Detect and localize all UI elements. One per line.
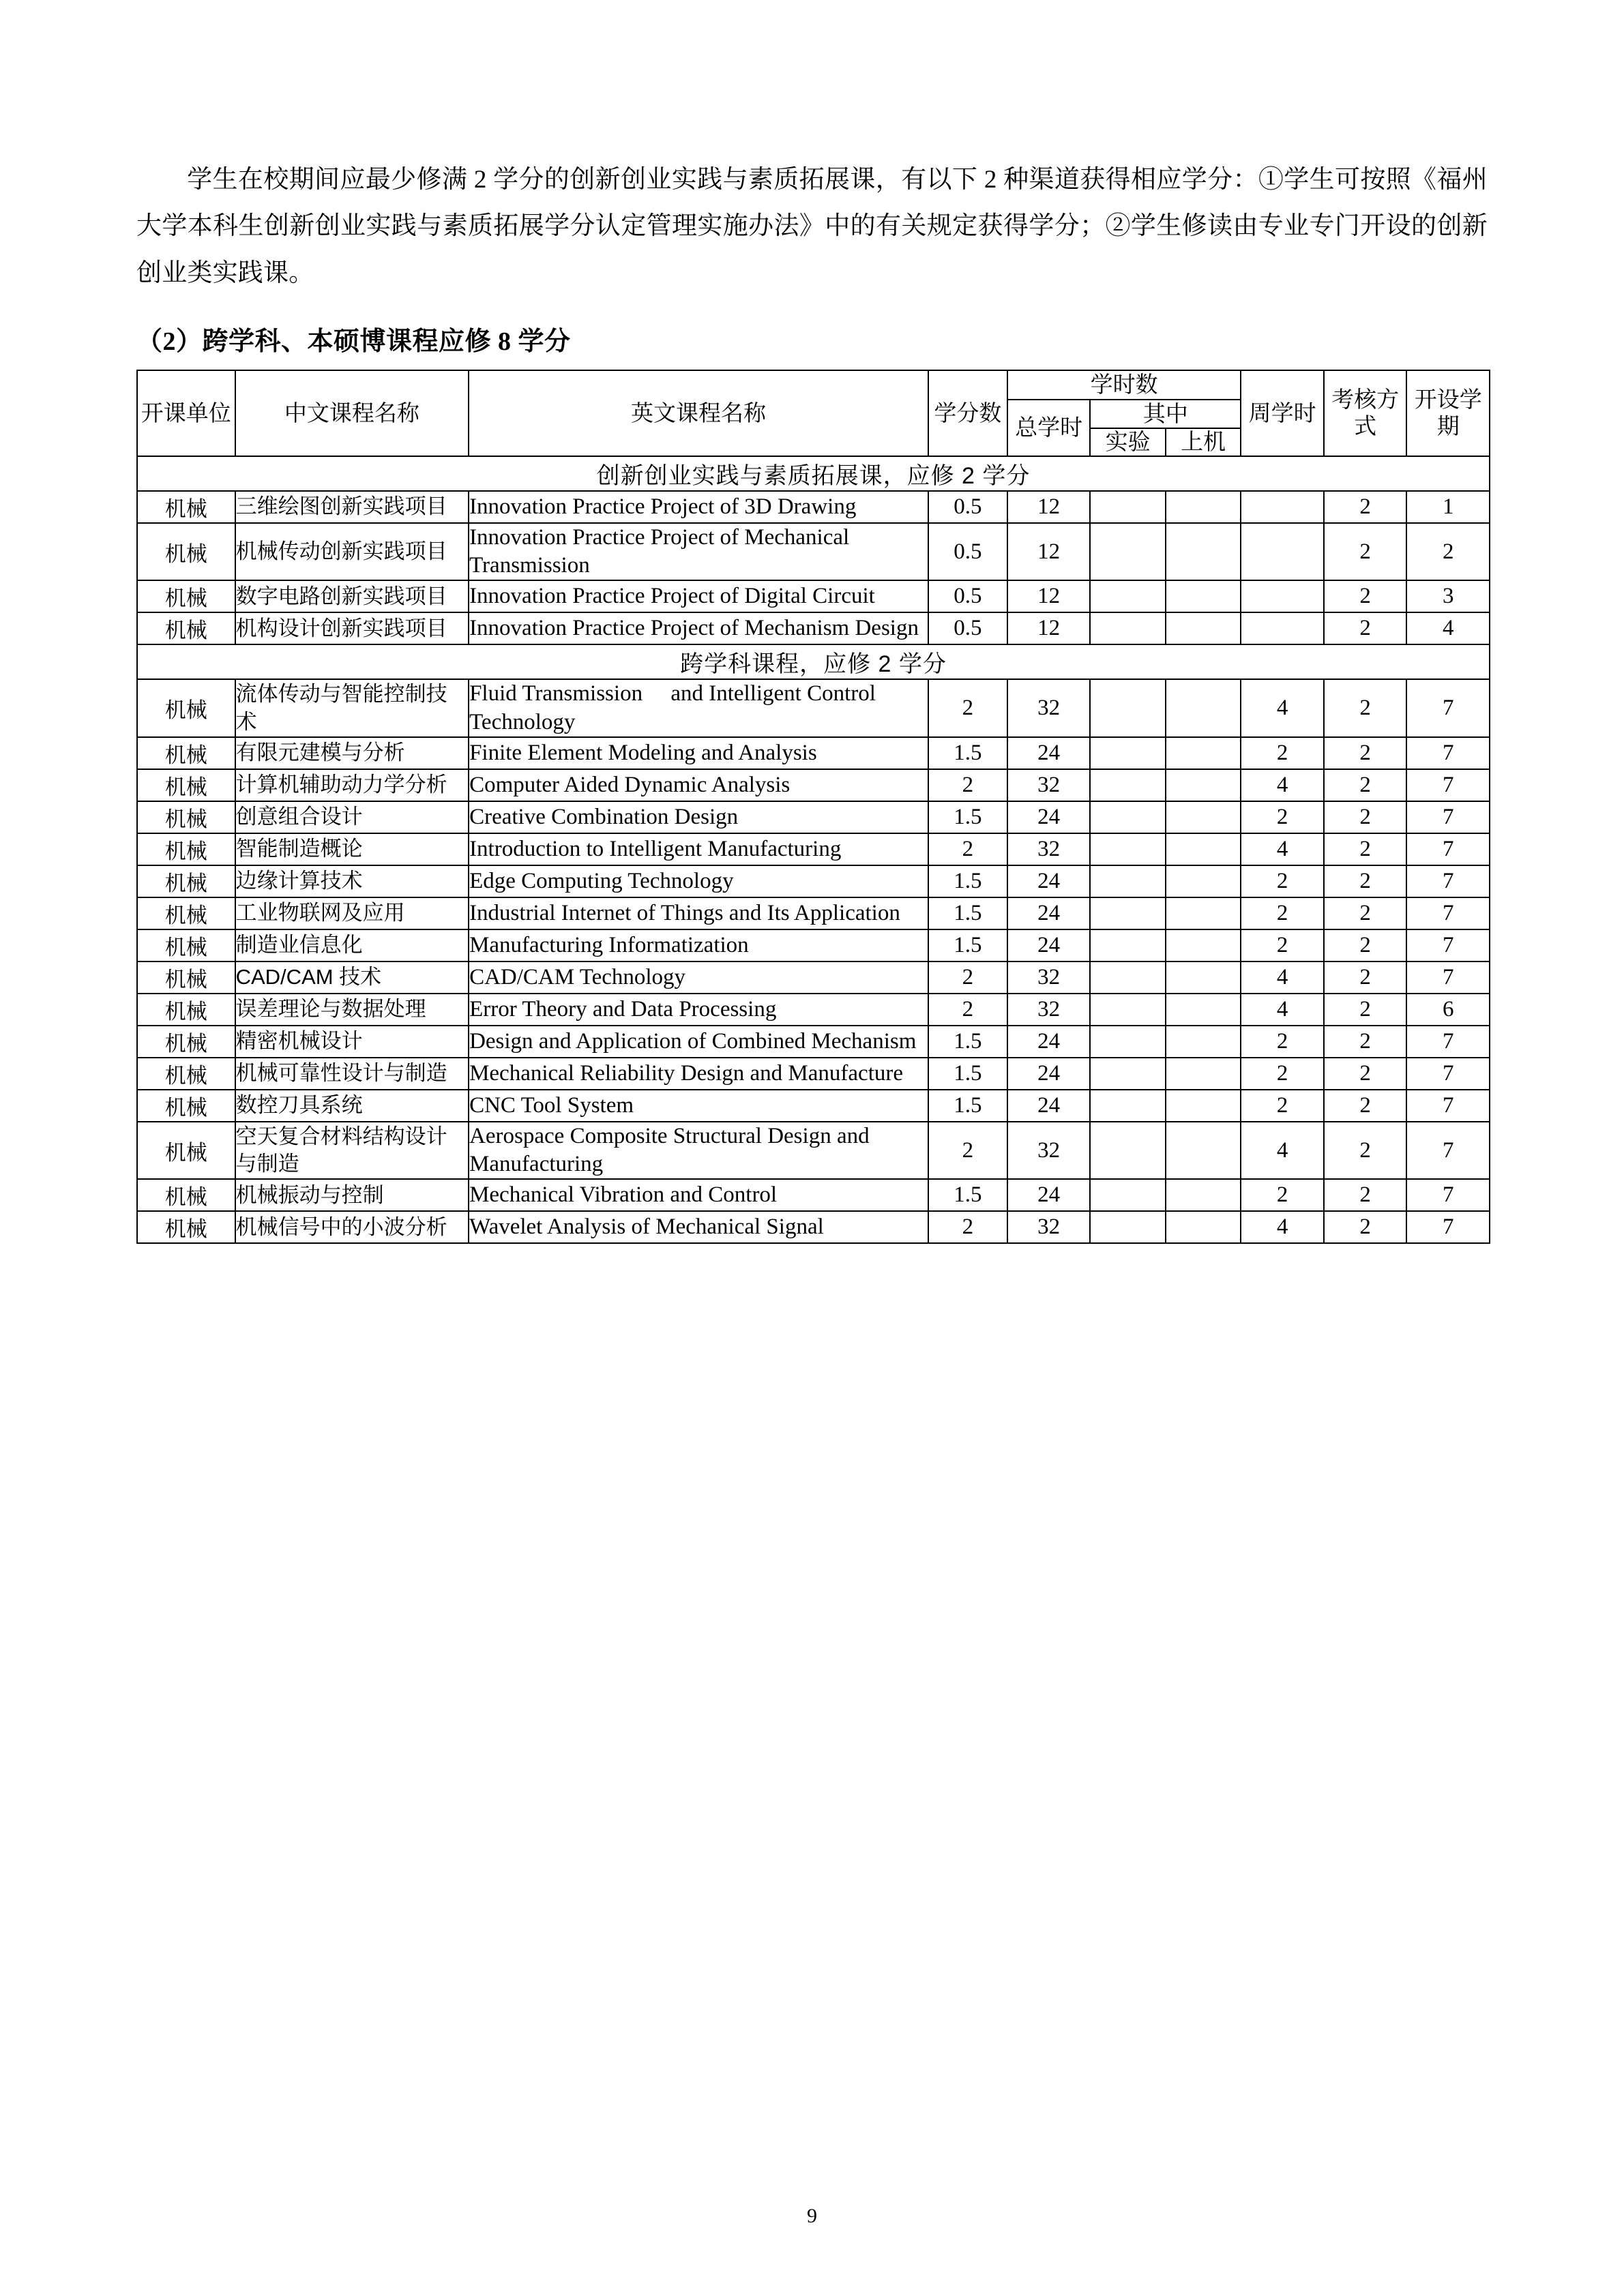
cell-cn-name: 流体传动与智能控制技术: [235, 679, 469, 737]
cell-total-hours: 32: [1007, 769, 1091, 801]
cell-en-name: CAD/CAM Technology: [469, 961, 928, 994]
cell-total-hours: 32: [1007, 994, 1091, 1026]
cell-assessment: 2: [1324, 801, 1407, 833]
cell-credits: 0.5: [928, 491, 1007, 523]
table-row: [137, 769, 1490, 801]
cell-weekly: [1241, 580, 1324, 612]
band-row-2: [137, 644, 1490, 679]
table-body: [137, 456, 1490, 1244]
cell-cn-name: 三维绘图创新实践项目: [235, 491, 469, 523]
cell-unit: 机械: [137, 523, 235, 581]
cell-semester: 7: [1406, 1179, 1490, 1211]
cell-computer: [1166, 580, 1241, 612]
cell-credits: 2: [928, 994, 1007, 1026]
cell-semester: 4: [1406, 612, 1490, 644]
header-experiment: 实验: [1090, 428, 1165, 456]
cell-assessment: 2: [1324, 1179, 1407, 1211]
cell-semester: 7: [1406, 737, 1490, 769]
header-hours-group: 学时数: [1007, 370, 1241, 399]
cell-credits: 2: [928, 833, 1007, 865]
cell-computer: [1166, 1179, 1241, 1211]
cell-cn-name: 数控刀具系统: [235, 1090, 469, 1122]
cell-semester: 7: [1406, 897, 1490, 929]
cell-total-hours: 32: [1007, 679, 1091, 737]
cell-computer: [1166, 1090, 1241, 1122]
cell-semester: 7: [1406, 929, 1490, 961]
cell-en-name: Computer Aided Dynamic Analysis: [469, 769, 928, 801]
cell-en-name: Innovation Practice Project of Mechanical Transmission: [469, 523, 928, 581]
cell-total-hours: 12: [1007, 491, 1091, 523]
cell-cn-name: 机械振动与控制: [235, 1179, 469, 1211]
cell-weekly: 4: [1241, 769, 1324, 801]
cell-computer: [1166, 679, 1241, 737]
cell-semester: 7: [1406, 1122, 1490, 1180]
cell-credits: 1.5: [928, 865, 1007, 897]
band-label-interdisciplinary: 跨学科课程，应修 2 学分: [137, 644, 1490, 679]
cell-experiment: [1090, 1026, 1165, 1058]
cell-en-name: Edge Computing Technology: [469, 865, 928, 897]
cell-assessment: 2: [1324, 523, 1407, 581]
table-row: [137, 1211, 1490, 1243]
cell-weekly: 4: [1241, 679, 1324, 737]
cell-cn-name: 工业物联网及应用: [235, 897, 469, 929]
intro-text: 学生在校期间应最少修满 2 学分的创新创业实践与素质拓展课，有以下 2 种渠道获得相应学分：①学生可按照《福州大学本科生创新创业实践与素质拓展学分认定管理实施办法》中的有关规定获得学分；②学生修读由专业专门开设的创新创业类实践课。: [136, 166, 1488, 287]
cell-total-hours: 12: [1007, 612, 1091, 644]
cell-en-name: Mechanical Vibration and Control: [469, 1179, 928, 1211]
table-row: [137, 1090, 1490, 1122]
cell-credits: 2: [928, 1122, 1007, 1180]
cell-experiment: [1090, 523, 1165, 581]
cell-weekly: 4: [1241, 1122, 1324, 1180]
cell-credits: 1.5: [928, 801, 1007, 833]
cell-unit: 机械: [137, 769, 235, 801]
cell-cn-name: 空天复合材料结构设计与制造: [235, 1122, 469, 1180]
cell-weekly: 4: [1241, 994, 1324, 1026]
cell-semester: 7: [1406, 1026, 1490, 1058]
cell-computer: [1166, 897, 1241, 929]
cell-unit: 机械: [137, 491, 235, 523]
cell-assessment: 2: [1324, 580, 1407, 612]
cell-weekly: [1241, 491, 1324, 523]
course-table: [136, 370, 1490, 1244]
cell-computer: [1166, 769, 1241, 801]
cell-computer: [1166, 523, 1241, 581]
cell-experiment: [1090, 994, 1165, 1026]
cell-computer: [1166, 737, 1241, 769]
cell-assessment: 2: [1324, 865, 1407, 897]
cell-cn-name: 制造业信息化: [235, 929, 469, 961]
section-heading: （2）跨学科、本硕博课程应修 8 学分: [136, 327, 571, 357]
intro-paragraph: [136, 157, 1488, 297]
cell-assessment: 2: [1324, 1026, 1407, 1058]
cell-en-name: Finite Element Modeling and Analysis: [469, 737, 928, 769]
cell-credits: 2: [928, 1211, 1007, 1243]
cell-weekly: 2: [1241, 897, 1324, 929]
cell-cn-name: 智能制造概论: [235, 833, 469, 865]
header-weekly-hours: 周学时: [1241, 370, 1324, 456]
cell-experiment: [1090, 865, 1165, 897]
cell-weekly: [1241, 523, 1324, 581]
cell-unit: 机械: [137, 1179, 235, 1211]
page-number: 9: [807, 2205, 817, 2227]
cell-total-hours: 24: [1007, 737, 1091, 769]
cell-assessment: 2: [1324, 994, 1407, 1026]
cell-experiment: [1090, 929, 1165, 961]
header-among-which: 其中: [1090, 400, 1241, 428]
cell-en-name: Creative Combination Design: [469, 801, 928, 833]
cell-computer: [1166, 1058, 1241, 1090]
cell-cn-name: 机构设计创新实践项目: [235, 612, 469, 644]
cell-semester: 7: [1406, 769, 1490, 801]
cell-experiment: [1090, 679, 1165, 737]
cell-semester: 6: [1406, 994, 1490, 1026]
cell-cn-name: 数字电路创新实践项目: [235, 580, 469, 612]
cell-weekly: 2: [1241, 1090, 1324, 1122]
cell-cn-name: 计算机辅助动力学分析: [235, 769, 469, 801]
cell-cn-name: 误差理论与数据处理: [235, 994, 469, 1026]
cell-unit: 机械: [137, 1058, 235, 1090]
cell-total-hours: 32: [1007, 1122, 1091, 1180]
cell-total-hours: 32: [1007, 833, 1091, 865]
cell-en-name: Innovation Practice Project of Digital Circuit: [469, 580, 928, 612]
cell-experiment: [1090, 833, 1165, 865]
band-label-innovation: 创新创业实践与素质拓展课，应修 2 学分: [137, 456, 1490, 491]
table-row: [137, 491, 1490, 523]
cell-total-hours: 32: [1007, 1211, 1091, 1243]
cell-experiment: [1090, 1122, 1165, 1180]
cell-computer: [1166, 1026, 1241, 1058]
cell-computer: [1166, 612, 1241, 644]
cell-semester: 7: [1406, 1058, 1490, 1090]
cell-total-hours: 24: [1007, 1179, 1091, 1211]
cell-unit: 机械: [137, 1122, 235, 1180]
table-row: [137, 612, 1490, 644]
cell-en-name: Manufacturing Informatization: [469, 929, 928, 961]
cell-computer: [1166, 994, 1241, 1026]
header-row-1: [137, 370, 1490, 399]
cell-experiment: [1090, 769, 1165, 801]
cell-experiment: [1090, 1211, 1165, 1243]
table-row: [137, 994, 1490, 1026]
cell-credits: 1.5: [928, 929, 1007, 961]
cell-unit: 机械: [137, 580, 235, 612]
cell-assessment: 2: [1324, 769, 1407, 801]
cell-experiment: [1090, 1179, 1165, 1211]
header-assessment: 考核方式: [1324, 370, 1407, 456]
cell-total-hours: 24: [1007, 1026, 1091, 1058]
cell-credits: 1.5: [928, 897, 1007, 929]
cell-unit: 机械: [137, 961, 235, 994]
cell-cn-name: 机械可靠性设计与制造: [235, 1058, 469, 1090]
cell-experiment: [1090, 580, 1165, 612]
header-credits: 学分数: [928, 370, 1007, 456]
header-cn-name: 中文课程名称: [235, 370, 469, 456]
table-row: [137, 865, 1490, 897]
cell-total-hours: 24: [1007, 897, 1091, 929]
cell-credits: 2: [928, 679, 1007, 737]
cell-total-hours: 24: [1007, 801, 1091, 833]
cell-cn-name: 精密机械设计: [235, 1026, 469, 1058]
cell-experiment: [1090, 612, 1165, 644]
cell-total-hours: 32: [1007, 961, 1091, 994]
cell-credits: 0.5: [928, 523, 1007, 581]
cell-cn-name: 机械传动创新实践项目: [235, 523, 469, 581]
table-row: [137, 801, 1490, 833]
cell-assessment: 2: [1324, 897, 1407, 929]
cell-computer: [1166, 491, 1241, 523]
cell-semester: 3: [1406, 580, 1490, 612]
cell-credits: 1.5: [928, 1058, 1007, 1090]
cell-experiment: [1090, 961, 1165, 994]
cell-computer: [1166, 833, 1241, 865]
cell-semester: 2: [1406, 523, 1490, 581]
cell-experiment: [1090, 801, 1165, 833]
cell-unit: 机械: [137, 679, 235, 737]
cell-unit: 机械: [137, 929, 235, 961]
header-unit: 开课单位: [137, 370, 235, 456]
cell-unit: 机械: [137, 612, 235, 644]
table-row: [137, 1179, 1490, 1211]
cell-computer: [1166, 1122, 1241, 1180]
cell-weekly: 4: [1241, 1211, 1324, 1243]
cell-assessment: 2: [1324, 612, 1407, 644]
cell-computer: [1166, 1211, 1241, 1243]
cell-en-name: CNC Tool System: [469, 1090, 928, 1122]
cell-total-hours: 24: [1007, 1090, 1091, 1122]
cell-cn-name: 边缘计算技术: [235, 865, 469, 897]
cell-semester: 1: [1406, 491, 1490, 523]
cell-total-hours: 24: [1007, 1058, 1091, 1090]
cell-credits: 1.5: [928, 1026, 1007, 1058]
cell-cn-name: 机械信号中的小波分析: [235, 1211, 469, 1243]
cell-assessment: 2: [1324, 929, 1407, 961]
cell-cn-name: 创意组合设计: [235, 801, 469, 833]
cell-unit: 机械: [137, 1026, 235, 1058]
cell-assessment: 2: [1324, 679, 1407, 737]
cell-en-name: Aerospace Composite Structural Design and Manufacturing: [469, 1122, 928, 1180]
cell-unit: 机械: [137, 865, 235, 897]
cell-weekly: 2: [1241, 929, 1324, 961]
cell-credits: 0.5: [928, 580, 1007, 612]
cell-computer: [1166, 929, 1241, 961]
band-row-1: [137, 456, 1490, 491]
cell-semester: 7: [1406, 679, 1490, 737]
cell-weekly: 2: [1241, 1058, 1324, 1090]
cell-weekly: 2: [1241, 801, 1324, 833]
cell-semester: 7: [1406, 865, 1490, 897]
cell-weekly: 2: [1241, 737, 1324, 769]
cell-assessment: 2: [1324, 1090, 1407, 1122]
cell-total-hours: 12: [1007, 523, 1091, 581]
table-row: [137, 833, 1490, 865]
cell-unit: 机械: [137, 994, 235, 1026]
cell-total-hours: 24: [1007, 865, 1091, 897]
cell-computer: [1166, 801, 1241, 833]
header-en-name: 英文课程名称: [469, 370, 928, 456]
cell-en-name: Wavelet Analysis of Mechanical Signal: [469, 1211, 928, 1243]
cell-experiment: [1090, 1058, 1165, 1090]
cell-credits: 1.5: [928, 1179, 1007, 1211]
cell-weekly: 2: [1241, 865, 1324, 897]
cell-weekly: 4: [1241, 961, 1324, 994]
table-row: [137, 1058, 1490, 1090]
cell-credits: 1.5: [928, 737, 1007, 769]
cell-semester: 7: [1406, 1211, 1490, 1243]
cell-credits: 2: [928, 769, 1007, 801]
cell-credits: 0.5: [928, 612, 1007, 644]
cell-cn-name: 有限元建模与分析: [235, 737, 469, 769]
header-semester: 开设学期: [1406, 370, 1490, 456]
cell-en-name: Design and Application of Combined Mechanism: [469, 1026, 928, 1058]
cell-assessment: 2: [1324, 1122, 1407, 1180]
table-row: [137, 1122, 1490, 1180]
cell-semester: 7: [1406, 833, 1490, 865]
cell-semester: 7: [1406, 1090, 1490, 1122]
cell-en-name: Innovation Practice Project of 3D Drawing: [469, 491, 928, 523]
cell-unit: 机械: [137, 897, 235, 929]
table-row: [137, 897, 1490, 929]
table-row: [137, 679, 1490, 737]
cell-experiment: [1090, 897, 1165, 929]
cell-assessment: 2: [1324, 961, 1407, 994]
cell-en-name: Error Theory and Data Processing: [469, 994, 928, 1026]
cell-unit: 机械: [137, 1090, 235, 1122]
cell-weekly: 4: [1241, 833, 1324, 865]
cell-en-name: Innovation Practice Project of Mechanism Design: [469, 612, 928, 644]
cell-assessment: 2: [1324, 833, 1407, 865]
table-row: [137, 580, 1490, 612]
table-row: [137, 961, 1490, 994]
cell-credits: 1.5: [928, 1090, 1007, 1122]
cell-assessment: 2: [1324, 1058, 1407, 1090]
cell-weekly: [1241, 612, 1324, 644]
table-header: [137, 370, 1490, 456]
cell-unit: 机械: [137, 737, 235, 769]
cell-computer: [1166, 961, 1241, 994]
table-row: [137, 523, 1490, 581]
cell-assessment: 2: [1324, 491, 1407, 523]
cell-weekly: 2: [1241, 1026, 1324, 1058]
header-total-hours: 总学时: [1007, 400, 1091, 456]
table-row: [137, 737, 1490, 769]
cell-credits: 2: [928, 961, 1007, 994]
cell-total-hours: 12: [1007, 580, 1091, 612]
header-computer: 上机: [1166, 428, 1241, 456]
cell-experiment: [1090, 737, 1165, 769]
cell-experiment: [1090, 1090, 1165, 1122]
cell-en-name: Mechanical Reliability Design and Manufacture: [469, 1058, 928, 1090]
cell-en-name: Introduction to Intelligent Manufacturing: [469, 833, 928, 865]
cell-unit: 机械: [137, 833, 235, 865]
table-row: [137, 929, 1490, 961]
cell-weekly: 2: [1241, 1179, 1324, 1211]
cell-cn-name: CAD/CAM 技术: [235, 961, 469, 994]
cell-semester: 7: [1406, 961, 1490, 994]
cell-experiment: [1090, 491, 1165, 523]
cell-total-hours: 24: [1007, 929, 1091, 961]
cell-unit: 机械: [137, 801, 235, 833]
cell-assessment: 2: [1324, 1211, 1407, 1243]
cell-en-name: Fluid Transmission and Intelligent Control Technology: [469, 679, 928, 737]
cell-en-name: Industrial Internet of Things and Its Application: [469, 897, 928, 929]
cell-computer: [1166, 865, 1241, 897]
cell-unit: 机械: [137, 1211, 235, 1243]
cell-semester: 7: [1406, 801, 1490, 833]
cell-assessment: 2: [1324, 737, 1407, 769]
table-row: [137, 1026, 1490, 1058]
